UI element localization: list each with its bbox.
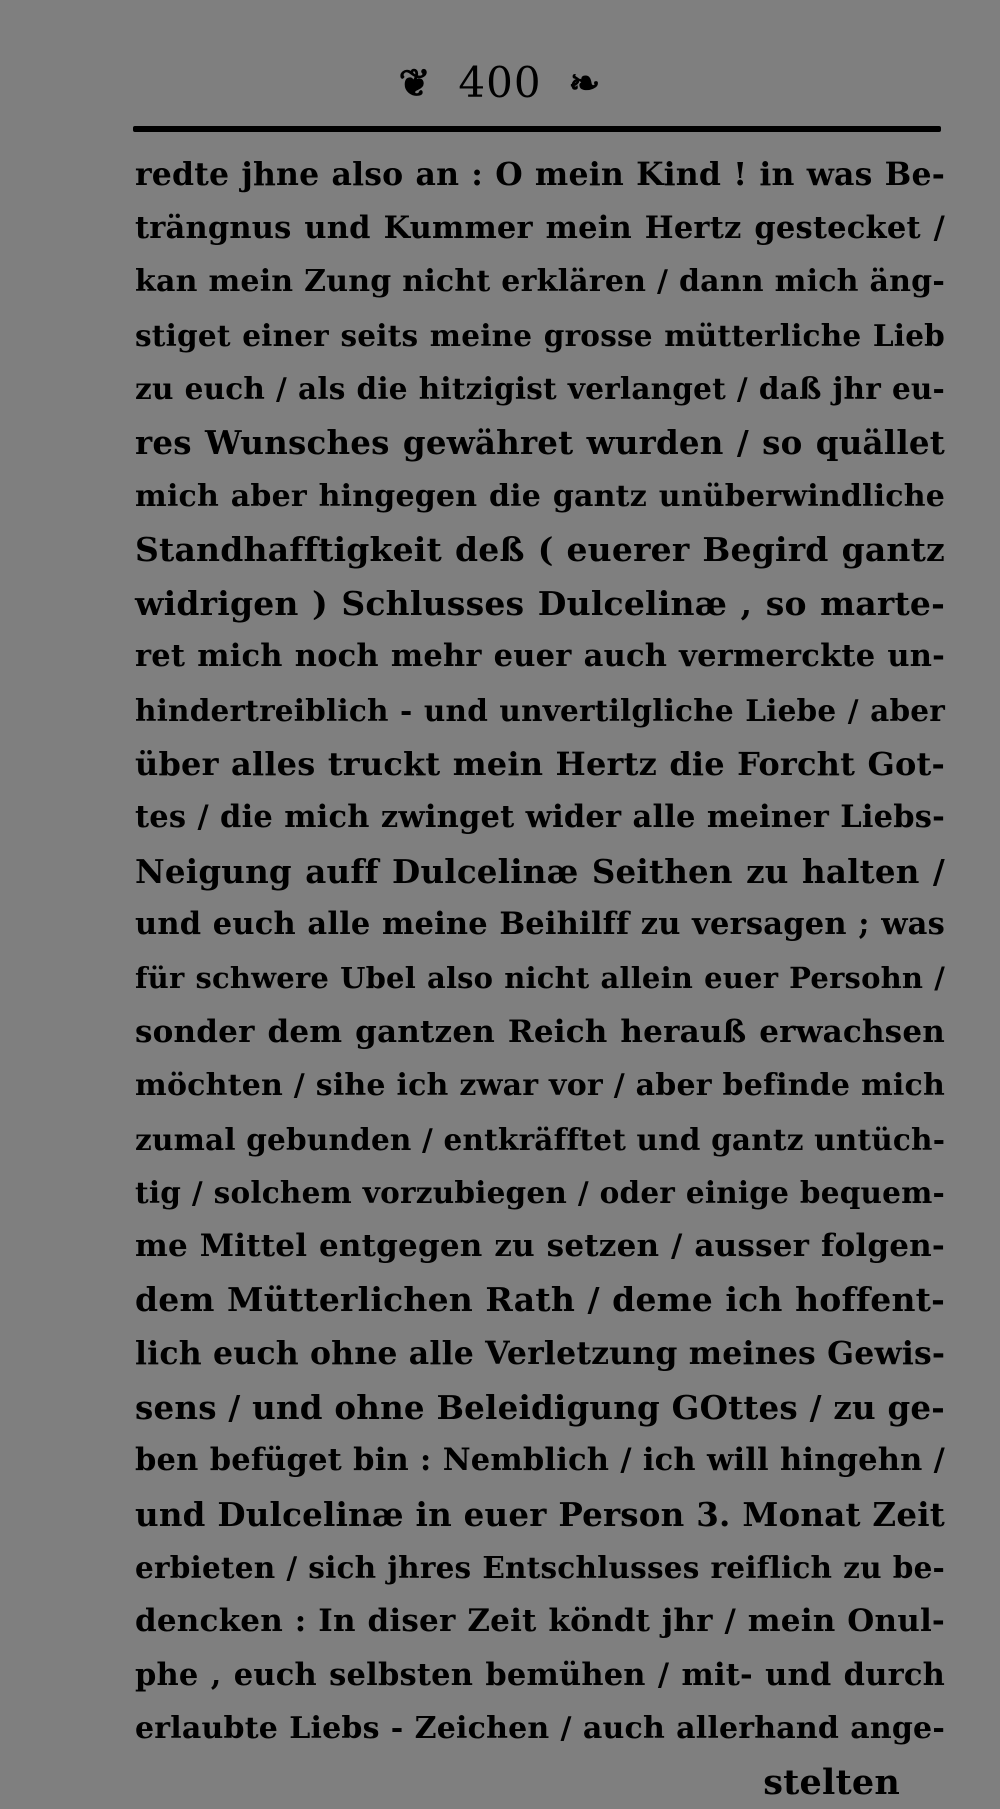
text-line: ben befüget bin : Nemblich / ich will hingehn / <box>135 1442 945 1479</box>
text-line: und euch alle meine Beihilff zu versagen ; was <box>135 906 945 943</box>
text-line: und Dulcelinæ in euer Person 3. Monat Zeit <box>135 1494 945 1534</box>
text-line: ret mich noch mehr euer auch vermerckte un- <box>135 638 945 675</box>
text-line: für schwere Ubel also nicht allein euer Persohn / <box>135 960 945 995</box>
text-line: phe , euch selbsten bemühen / mit- und durch <box>135 1656 945 1693</box>
text-line: erlaubte Liebs - Zeichen / auch allerhand ange- <box>135 1711 945 1747</box>
text-line: lich euch ohne alle Verletzung meines Gewis- <box>135 1335 946 1373</box>
text-line: zu euch / als die hitzigist verlanget / daß jhr eu- <box>135 371 945 407</box>
text-line: möchten / sihe ich zwar vor / aber befinde mich <box>135 1068 945 1104</box>
page-number: 400 <box>458 58 542 107</box>
page-header <box>0 52 1000 111</box>
text-line: stiget einer seits meine grosse mütterliche Lieb <box>135 317 945 353</box>
text-line: res Wunsches gewähret wurden / so quället <box>135 422 945 462</box>
text-line: dencken : In diser Zeit köndt jhr / mein Onul- <box>135 1603 945 1640</box>
text-line: me Mittel entgegen zu setzen / ausser folgen- <box>135 1227 945 1264</box>
text-line: tes / die mich zwinget wider alle meiner Liebs- <box>135 799 945 836</box>
catchword: stelten <box>763 1761 900 1803</box>
text-line: tig / solchem vorzubiegen / oder einige bequem- <box>135 1175 945 1211</box>
text-line: hindertreiblich - und unvertilgliche Liebe / aber <box>135 692 945 728</box>
text-line: sens / und ohne Beleidigung GOttes / zu ge- <box>135 1387 945 1427</box>
text-line: mich aber hingegen die gantz unüberwindliche <box>135 478 945 514</box>
text-line: über alles truckt mein Hertz die Forcht Got- <box>135 744 945 783</box>
body-text <box>135 148 945 1809</box>
text-line: trängnus und Kummer mein Hertz gestecket / <box>135 209 945 246</box>
header-rule <box>133 126 941 132</box>
ornament-right-icon: ❧ <box>568 60 602 105</box>
text-line: dem Mütterlichen Rath / deme ich hoffent- <box>135 1280 945 1320</box>
ornament-left-icon: ❦ <box>398 60 432 105</box>
text-line: redte jhne also an : O mein Kind ! in was Be- <box>135 156 945 193</box>
text-line: Standhafftigkeit deß ( euerer Begird gantz <box>135 530 945 570</box>
text-line: zumal gebunden / entkräfftet und gantz untüch- <box>135 1121 946 1157</box>
text-line: Neigung auff Dulcelinæ Seithen zu halten / <box>135 851 945 891</box>
text-line: erbieten / sich jhres Entschlusses reiflich zu be- <box>135 1550 945 1586</box>
text-line: widrigen ) Schlusses Dulcelinæ , so marte- <box>135 583 945 623</box>
text-line: kan mein Zung nicht erklären / dann mich äng- <box>135 264 945 300</box>
text-line: sonder dem gantzen Reich herauß erwachsen <box>135 1013 945 1050</box>
